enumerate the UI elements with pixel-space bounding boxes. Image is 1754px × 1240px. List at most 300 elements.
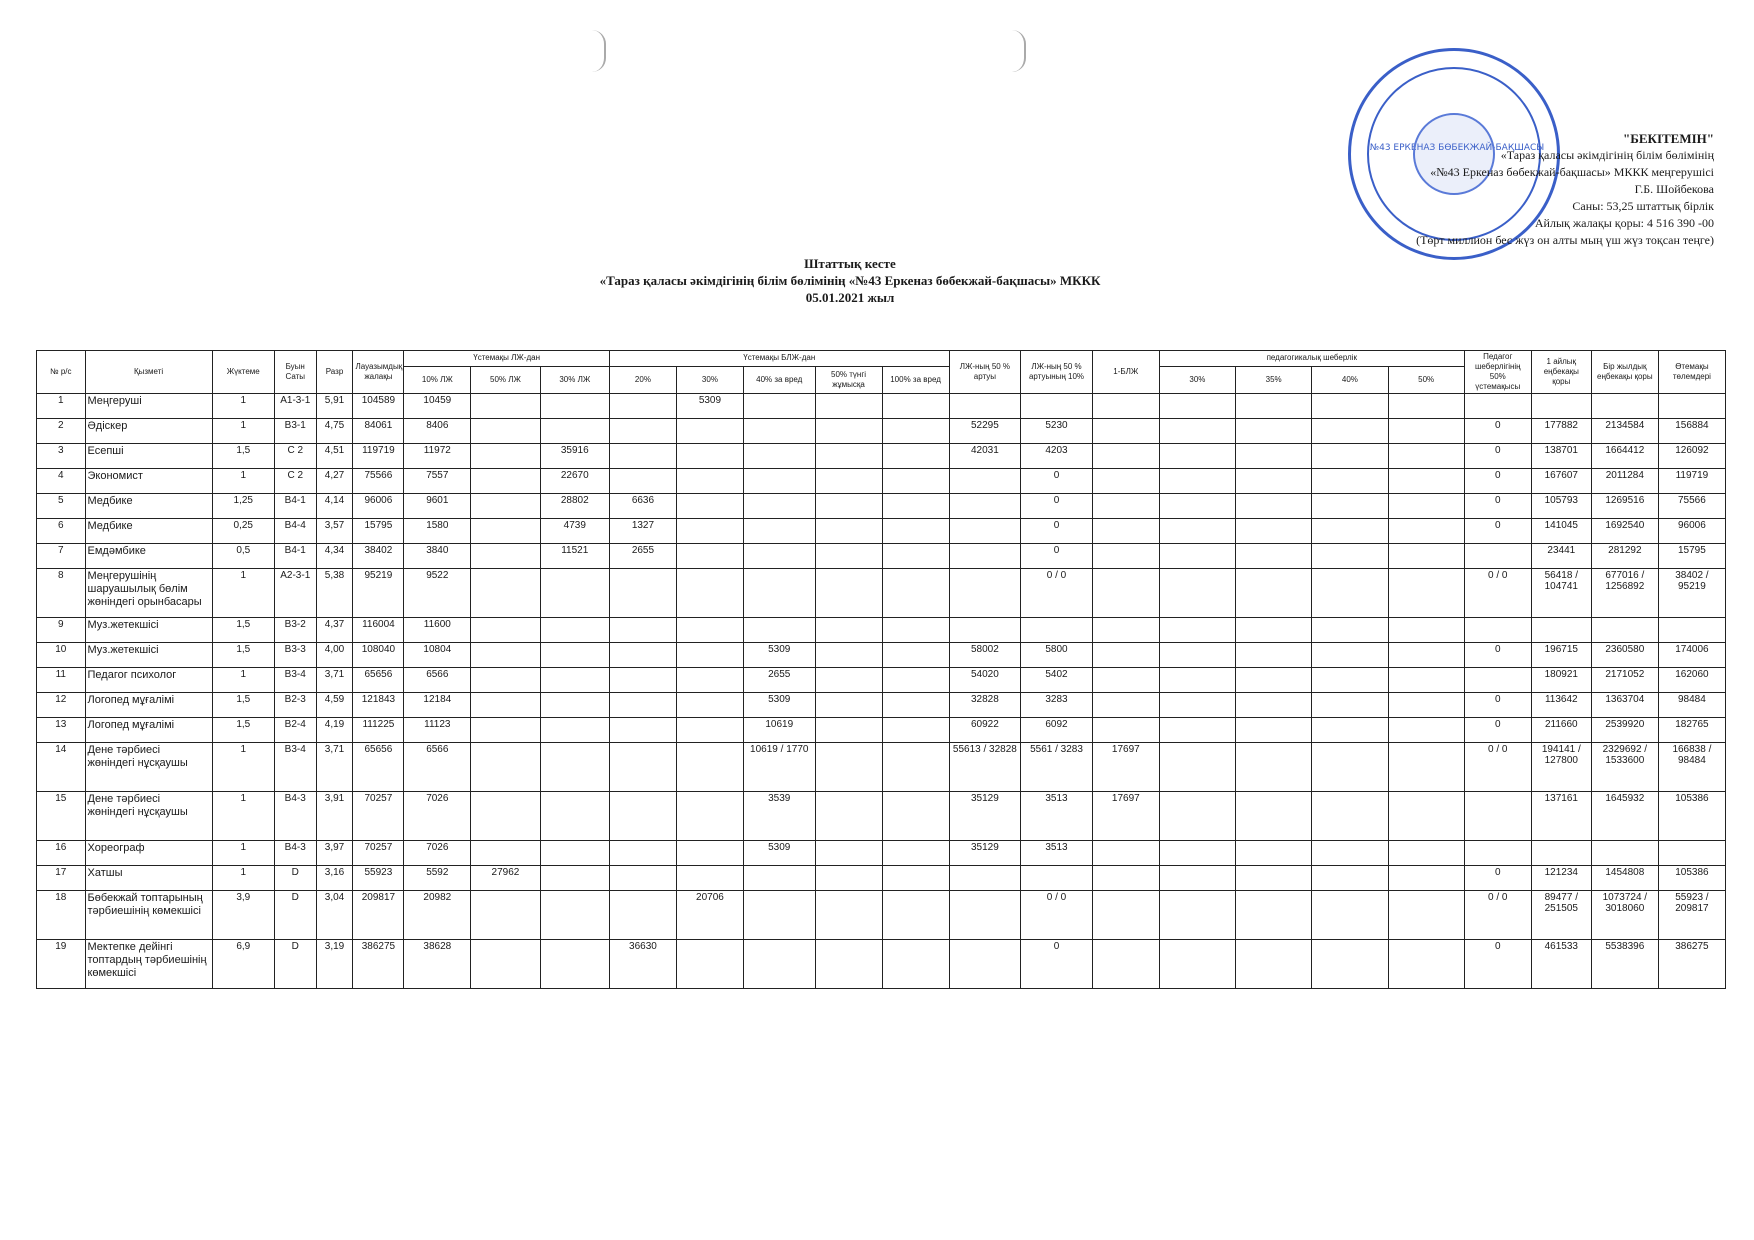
cell-name: Меңгеруші [85,394,212,419]
cell-comp: 96006 [1658,519,1725,544]
cell-p40 [1312,544,1388,569]
approval-block [1294,130,1714,249]
cell-inc10 [1021,866,1093,891]
cell-block: В3-2 [274,618,316,643]
cell-c30: 28802 [540,494,609,519]
cell-b40 [743,891,815,940]
cell-salary: 65656 [353,668,404,693]
cell-p50 [1388,444,1464,469]
cell-c50 [471,643,540,668]
cell-inc: 42031 [949,444,1021,469]
cell-bldj [1092,643,1159,668]
cell-bldj [1092,494,1159,519]
cell-name: Бөбекжай топтарының тәрбиешінің көмекшісі [85,891,212,940]
cell-load: 0,5 [212,544,274,569]
cell-name: Хореограф [85,841,212,866]
cell-rank: 4,00 [316,643,353,668]
cell-inc10: 4203 [1021,444,1093,469]
cell-b50 [815,693,882,718]
cell-inc10: 5561 / 3283 [1021,743,1093,792]
cell-b20 [609,693,676,718]
cell-b30 [676,866,743,891]
cell-bldj: 17697 [1092,743,1159,792]
cell-p40 [1312,469,1388,494]
binder-hole-left [592,30,606,72]
cell-salary: 111225 [353,718,404,743]
cell-name: Логопед мұғалімі [85,693,212,718]
cell-name: Әдіскер [85,419,212,444]
cell-c50 [471,519,540,544]
cell-load: 1,25 [212,494,274,519]
cell-yearly: 1073724 / 3018060 [1591,891,1658,940]
cell-c30 [540,419,609,444]
cell-load: 3,9 [212,891,274,940]
cell-p30 [1159,519,1235,544]
cell-b50 [815,394,882,419]
cell-c30 [540,668,609,693]
cell-p30 [1159,891,1235,940]
cell-block: D [274,940,316,989]
cell-c50 [471,394,540,419]
cell-b100 [882,668,949,693]
cell-b30 [676,668,743,693]
cell-c50 [471,419,540,444]
cell-c30: 35916 [540,444,609,469]
cell-load: 1,5 [212,718,274,743]
cell-p30 [1159,544,1235,569]
col-yearly: Бір жылдық еңбекақы қоры [1591,351,1658,394]
cell-p35 [1236,544,1312,569]
cell-p40 [1312,841,1388,866]
cell-monthly: 177882 [1531,419,1591,444]
cell-inc: 35129 [949,792,1021,841]
col-no: № р/с [37,351,86,394]
cell-load: 1 [212,866,274,891]
cell-p40 [1312,940,1388,989]
cell-comp [1658,841,1725,866]
cell-salary: 121843 [353,693,404,718]
cell-monthly: 105793 [1531,494,1591,519]
cell-name: Педагог психолог [85,668,212,693]
cell-p30 [1159,419,1235,444]
cell-b20 [609,668,676,693]
cell-b100 [882,866,949,891]
cell-b20 [609,444,676,469]
cell-inc: 52295 [949,419,1021,444]
cell-c10: 12184 [404,693,471,718]
cell-yearly: 2134584 [1591,419,1658,444]
cell-b100 [882,444,949,469]
cell-inc [949,469,1021,494]
cell-no: 12 [37,693,86,718]
cell-b100 [882,743,949,792]
cell-name: Есепші [85,444,212,469]
cell-name: Емдәмбике [85,544,212,569]
cell-b50 [815,419,882,444]
cell-p30 [1159,668,1235,693]
cell-c50: 27962 [471,866,540,891]
cell-inc10: 0 [1021,494,1093,519]
cell-p40 [1312,866,1388,891]
cell-monthly [1531,841,1591,866]
col-ldj-increase-10: ЛЖ-ның 50 % артуының 10% [1021,351,1093,394]
cell-c50 [471,743,540,792]
cell-salary: 116004 [353,618,404,643]
cell-block: В4-1 [274,494,316,519]
seal-text: №43 ЕРКЕНАЗ БӨБЕКЖАЙ-БАҚШАСЫ [1369,143,1545,153]
cell-rank: 3,91 [316,792,353,841]
approval-monthly-fund: Айлық жалақы қоры: 4 516 390 -00 [1534,216,1714,230]
cell-load: 1 [212,668,274,693]
cell-p30 [1159,841,1235,866]
cell-p50 [1388,891,1464,940]
cell-no: 17 [37,866,86,891]
cell-b20: 6636 [609,494,676,519]
cell-inc10: 6092 [1021,718,1093,743]
cell-comp: 38402 / 95219 [1658,569,1725,618]
cell-no: 18 [37,891,86,940]
cell-no: 15 [37,792,86,841]
cell-c50 [471,841,540,866]
table-row [37,891,1726,940]
cell-rank: 4,34 [316,544,353,569]
cell-inc10: 0 / 0 [1021,891,1093,940]
cell-name: Логопед мұғалімі [85,718,212,743]
cell-p50 [1388,569,1464,618]
document-titles [0,255,1700,306]
cell-inc10: 0 / 0 [1021,569,1093,618]
cell-c30 [540,569,609,618]
table-row [37,519,1726,544]
cell-c10: 3840 [404,544,471,569]
cell-rank: 3,71 [316,743,353,792]
cell-salary: 108040 [353,643,404,668]
cell-ped: 0 [1464,519,1531,544]
cell-p30 [1159,693,1235,718]
cell-inc10: 5402 [1021,668,1093,693]
cell-b20 [609,643,676,668]
col-monthly: 1 айлық еңбекақы қоры [1531,351,1591,394]
cell-inc: 55613 / 32828 [949,743,1021,792]
cell-block: С 2 [274,444,316,469]
cell-b100 [882,394,949,419]
cell-b100 [882,469,949,494]
col-b30: 30% [676,366,743,393]
cell-p35 [1236,643,1312,668]
cell-b40 [743,419,815,444]
cell-b40 [743,940,815,989]
cell-rank: 3,71 [316,668,353,693]
cell-b20 [609,569,676,618]
cell-c10: 9601 [404,494,471,519]
cell-c10: 20982 [404,891,471,940]
cell-comp: 166838 / 98484 [1658,743,1725,792]
cell-p35 [1236,394,1312,419]
cell-ped [1464,544,1531,569]
cell-ped [1464,394,1531,419]
cell-inc10: 5230 [1021,419,1093,444]
cell-p40 [1312,743,1388,792]
cell-b20 [609,792,676,841]
cell-p40 [1312,419,1388,444]
cell-b100 [882,841,949,866]
cell-monthly: 137161 [1531,792,1591,841]
cell-b30 [676,444,743,469]
cell-ped: 0 [1464,643,1531,668]
document-date: 05.01.2021 жыл [805,290,895,305]
cell-p35 [1236,569,1312,618]
cell-p50 [1388,866,1464,891]
cell-c50 [471,718,540,743]
cell-inc: 32828 [949,693,1021,718]
cell-ped: 0 [1464,866,1531,891]
cell-b100 [882,519,949,544]
cell-bldj [1092,444,1159,469]
cell-no: 4 [37,469,86,494]
cell-b100 [882,718,949,743]
cell-c10: 9522 [404,569,471,618]
cell-yearly: 2329692 / 1533600 [1591,743,1658,792]
cell-p30 [1159,792,1235,841]
table-row [37,866,1726,891]
cell-comp: 182765 [1658,718,1725,743]
cell-block: В2-3 [274,693,316,718]
cell-b50 [815,544,882,569]
cell-ped: 0 [1464,444,1531,469]
cell-name: Медбике [85,494,212,519]
cell-c30 [540,743,609,792]
cell-p35 [1236,519,1312,544]
cell-load: 1 [212,743,274,792]
table-row [37,668,1726,693]
cell-p30 [1159,743,1235,792]
cell-c30 [540,718,609,743]
cell-p50 [1388,668,1464,693]
cell-p50 [1388,792,1464,841]
cell-block: В4-3 [274,792,316,841]
table-row [37,569,1726,618]
cell-no: 10 [37,643,86,668]
cell-rank: 4,37 [316,618,353,643]
cell-load: 1 [212,792,274,841]
cell-b30 [676,469,743,494]
cell-name: Дене тәрбиесі жөніндегі нұсқаушы [85,792,212,841]
cell-p40 [1312,519,1388,544]
cell-inc [949,494,1021,519]
cell-yearly: 1645932 [1591,792,1658,841]
cell-ped: 0 / 0 [1464,743,1531,792]
cell-c10: 6566 [404,743,471,792]
cell-monthly [1531,618,1591,643]
cell-c10: 7026 [404,841,471,866]
cell-comp: 386275 [1658,940,1725,989]
group-ldj: Үстемақы ЛЖ-дан [404,351,610,367]
cell-salary: 38402 [353,544,404,569]
approval-signatory: Г.Б. Шойбекова [1634,182,1714,196]
cell-ped: 0 / 0 [1464,569,1531,618]
cell-name: Медбике [85,519,212,544]
cell-inc: 58002 [949,643,1021,668]
cell-c10: 38628 [404,940,471,989]
cell-c10: 11600 [404,618,471,643]
cell-b20 [609,618,676,643]
cell-c30 [540,841,609,866]
cell-salary: 104589 [353,394,404,419]
cell-inc10: 3513 [1021,792,1093,841]
cell-p30 [1159,618,1235,643]
cell-name: Дене тәрбиесі жөніндегі нұсқаушы [85,743,212,792]
cell-yearly: 1454808 [1591,866,1658,891]
cell-b50 [815,618,882,643]
cell-rank: 4,14 [316,494,353,519]
table-row [37,643,1726,668]
cell-b40: 3539 [743,792,815,841]
cell-b100 [882,643,949,668]
col-p50: 50% [1388,366,1464,393]
table-row [37,394,1726,419]
col-block: Буын Саты [274,351,316,394]
table-row [37,718,1726,743]
cell-yearly: 1363704 [1591,693,1658,718]
cell-load: 1,5 [212,643,274,668]
cell-comp: 105386 [1658,792,1725,841]
cell-block: В4-4 [274,519,316,544]
cell-ped: 0 [1464,469,1531,494]
cell-name: Меңгерушінің шаруашылық бөлім жөніндегі орынбасары [85,569,212,618]
cell-p30 [1159,718,1235,743]
cell-rank: 5,38 [316,569,353,618]
cell-b50 [815,792,882,841]
cell-name: Хатшы [85,866,212,891]
cell-bldj [1092,419,1159,444]
cell-b40 [743,394,815,419]
cell-comp: 105386 [1658,866,1725,891]
cell-inc10 [1021,394,1093,419]
cell-rank: 3,19 [316,940,353,989]
cell-name: Мектепке дейінгі топтардың тәрбиешінің көмекшісі [85,940,212,989]
cell-p50 [1388,469,1464,494]
cell-monthly: 121234 [1531,866,1591,891]
cell-salary: 15795 [353,519,404,544]
cell-bldj [1092,940,1159,989]
cell-comp: 119719 [1658,469,1725,494]
cell-p50 [1388,618,1464,643]
cell-p50 [1388,693,1464,718]
cell-salary: 209817 [353,891,404,940]
cell-b20: 36630 [609,940,676,989]
table-row [37,494,1726,519]
cell-p35 [1236,469,1312,494]
cell-monthly: 141045 [1531,519,1591,544]
cell-rank: 3,04 [316,891,353,940]
cell-b100 [882,569,949,618]
cell-p40 [1312,569,1388,618]
cell-no: 13 [37,718,86,743]
cell-b20 [609,469,676,494]
cell-no: 16 [37,841,86,866]
cell-monthly: 167607 [1531,469,1591,494]
cell-c10: 1580 [404,519,471,544]
group-ped: педагогикалық шеберлік [1159,351,1464,367]
cell-p30 [1159,494,1235,519]
cell-no: 19 [37,940,86,989]
cell-p50 [1388,643,1464,668]
cell-rank: 3,16 [316,866,353,891]
cell-p40 [1312,494,1388,519]
cell-load: 1 [212,394,274,419]
cell-b40: 5309 [743,841,815,866]
table-row [37,618,1726,643]
cell-load: 1 [212,569,274,618]
cell-inc10: 3513 [1021,841,1093,866]
cell-p50 [1388,940,1464,989]
cell-no: 11 [37,668,86,693]
cell-b50 [815,866,882,891]
cell-rank: 3,57 [316,519,353,544]
cell-c30 [540,618,609,643]
cell-ped: 0 [1464,494,1531,519]
table-row [37,940,1726,989]
staffing-table [36,350,1726,989]
cell-c50 [471,544,540,569]
cell-b50 [815,940,882,989]
col-b100: 100% за вред [882,366,949,393]
cell-salary: 70257 [353,792,404,841]
cell-p40 [1312,444,1388,469]
col-position: Қызметі [85,351,212,394]
cell-no: 8 [37,569,86,618]
cell-p35 [1236,743,1312,792]
cell-load: 1,5 [212,693,274,718]
cell-b40 [743,444,815,469]
cell-load: 1,5 [212,618,274,643]
cell-ped [1464,618,1531,643]
cell-yearly: 281292 [1591,544,1658,569]
cell-c50 [471,569,540,618]
cell-p50 [1388,419,1464,444]
cell-b100 [882,693,949,718]
cell-b50 [815,444,882,469]
cell-comp: 126092 [1658,444,1725,469]
cell-b30: 20706 [676,891,743,940]
col-p40: 40% [1312,366,1388,393]
cell-p35 [1236,718,1312,743]
cell-inc10: 0 [1021,940,1093,989]
cell-inc [949,394,1021,419]
cell-c50 [471,792,540,841]
cell-p30 [1159,394,1235,419]
cell-c50 [471,618,540,643]
cell-b50 [815,569,882,618]
col-salary: Лауазымдық жалақы [353,351,404,394]
cell-yearly [1591,394,1658,419]
col-ldj-increase: ЛЖ-ның 50 % артуы [949,351,1021,394]
header-row-top [37,351,1726,367]
cell-load: 6,9 [212,940,274,989]
cell-p50 [1388,519,1464,544]
table-row [37,792,1726,841]
cell-yearly: 2011284 [1591,469,1658,494]
cell-comp: 98484 [1658,693,1725,718]
cell-comp: 156884 [1658,419,1725,444]
cell-inc [949,618,1021,643]
cell-no: 1 [37,394,86,419]
cell-c30 [540,693,609,718]
cell-ped [1464,792,1531,841]
cell-p35 [1236,866,1312,891]
cell-inc [949,940,1021,989]
cell-p40 [1312,394,1388,419]
